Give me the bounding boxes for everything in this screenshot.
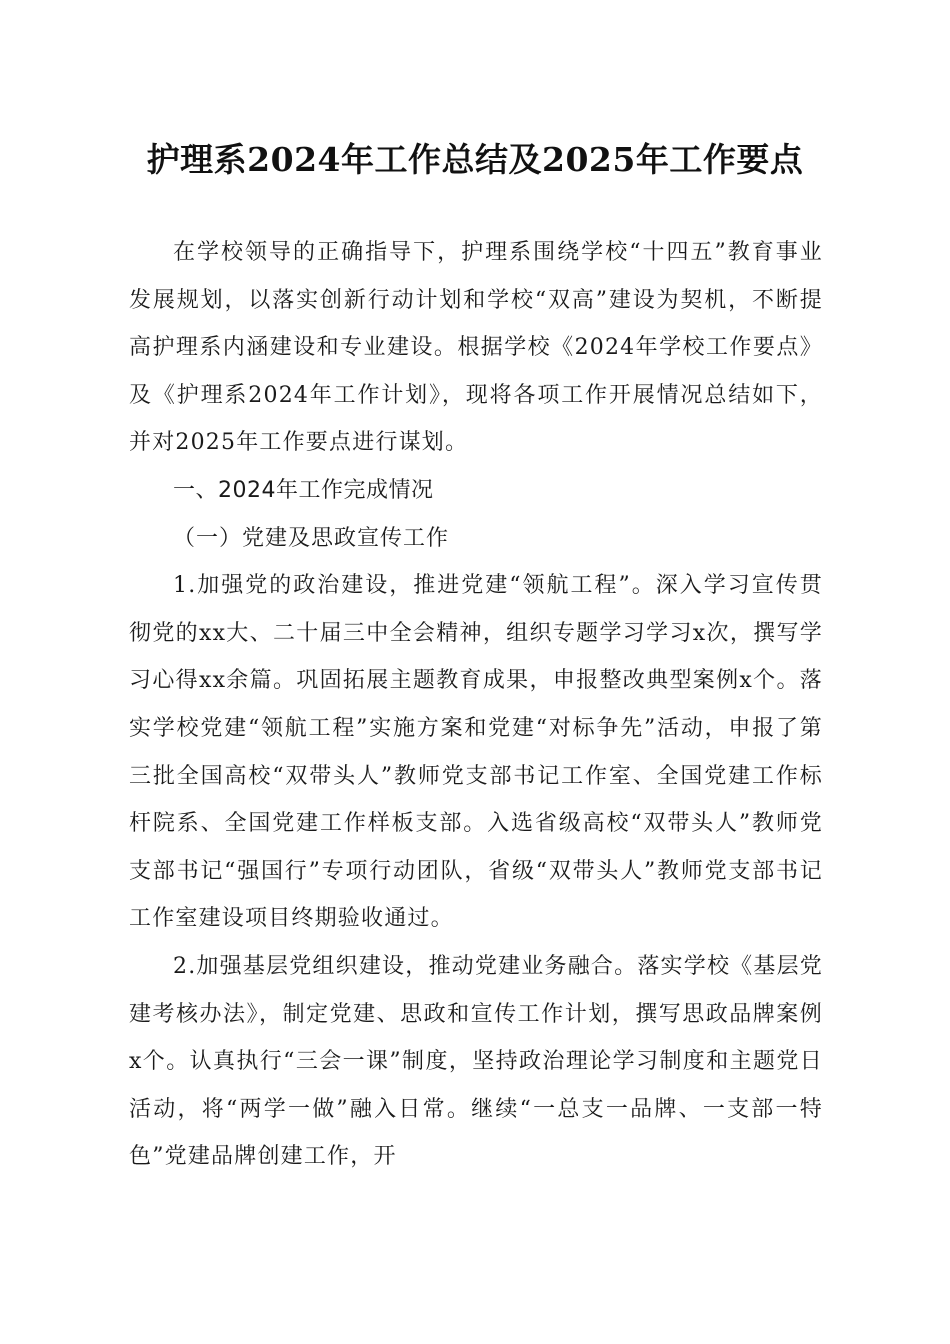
section-heading: 一、2024年工作完成情况 xyxy=(173,477,434,503)
item-paragraph-1: 1.加强党的政治建设，推进党建“领航工程”。深入学习宣传贯彻党的xx大、二十届三中全会精神，组织专题学习学习x次，撰写学习心得xx余篇。巩固拓展主题教育成果，申报整改典型案例x个。落实学校党建“领航工程”实施方案和党建“对标争先”活动，申报了第三批全国高校“双带头人”教师党支部书记工作室、全国党建工作标杆院系、全国党建工作样板支部。入选省级高校“双带头人”教师党支部书记“强国行”专项行动团队，省级“双带头人”教师党支部书记工作室建设项目终期验收通过。 xyxy=(129,573,823,932)
subsection-heading: （一）党建及思政宣传工作 xyxy=(173,525,450,551)
document-title: 护理系2024年工作总结及2025年工作要点 xyxy=(146,140,804,179)
intro-paragraph: 在学校领导的正确指导下，护理系围绕学校“十四五”教育事业发展规划，以落实创新行动计划和学校“双高”建设为契机，不断提高护理系内涵建设和专业建设。根据学校《2024年学校工作要点》及《护理系2024年工作计划》，现将各项工作开展情况总结如下，并对2025年工作要点进行谋划。 xyxy=(129,240,823,456)
document-body xyxy=(129,229,823,1181)
item-paragraph-2: 2.加强基层党组织建设，推动党建业务融合。落实学校《基层党建考核办法》，制定党建、思政和宣传工作计划，撰写思政品牌案例x个。认真执行“三会一课”制度，坚持政治理论学习制度和主题党日活动，将“两学一做”融入日常。继续“一总支一品牌、一支部一特色”党建品牌创建工作，开 xyxy=(129,953,823,1170)
